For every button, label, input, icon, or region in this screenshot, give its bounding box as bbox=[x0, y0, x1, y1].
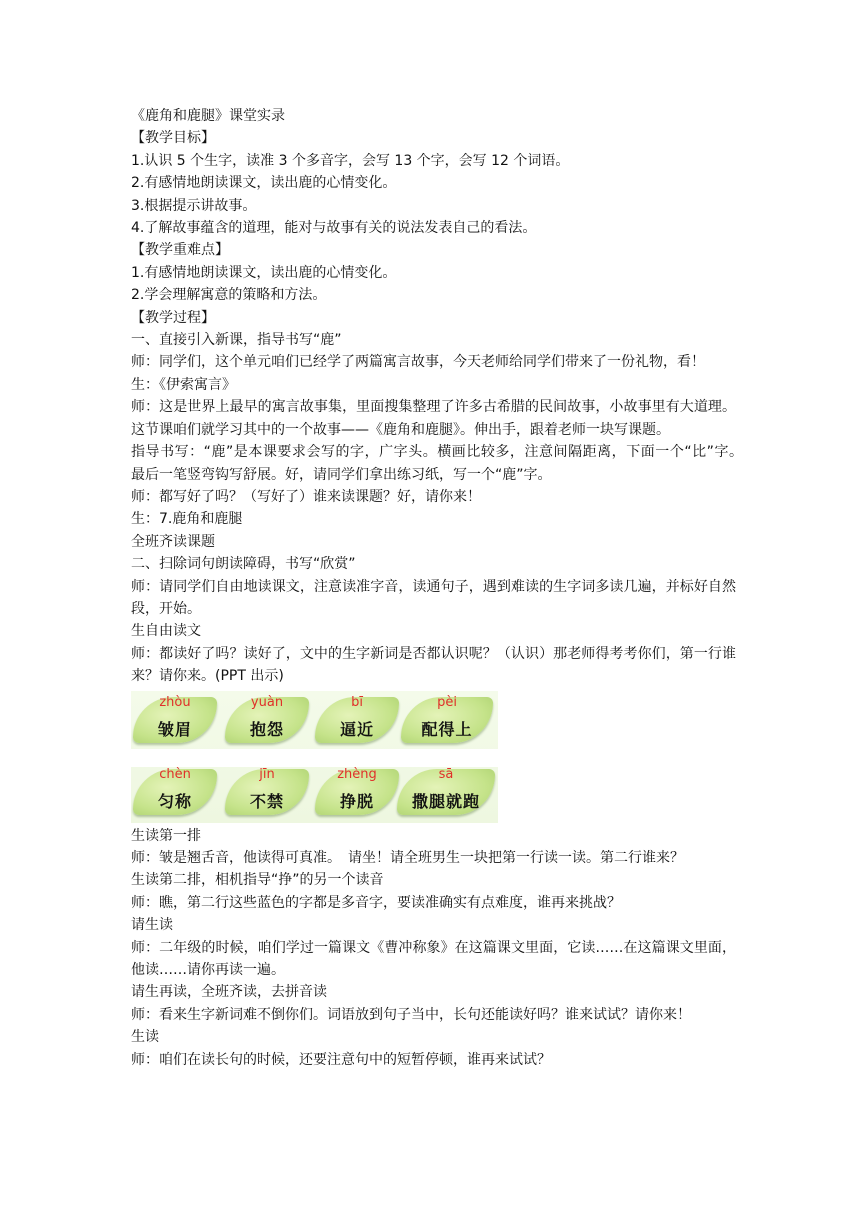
paragraph: 二、扫除词句朗读障碍，书写“欣赏” bbox=[131, 556, 356, 573]
document-body bbox=[131, 105, 750, 1071]
vocab-leaf bbox=[133, 766, 217, 815]
vocab-leaf-image bbox=[131, 691, 498, 823]
paragraph: 全班齐读课题 bbox=[131, 533, 215, 550]
image-gap bbox=[131, 749, 498, 767]
vocab-leaf bbox=[315, 694, 399, 743]
paragraph: 师：都读好了吗？读好了，文中的生字新词是否都认识呢？（认识）那老师得考考你们，第一行谁来？请你来。(PPT 出示) bbox=[131, 645, 736, 685]
paragraph: 1.有感情地朗读课文，读出鹿的心情变化。 bbox=[131, 264, 397, 281]
paragraph: 【教学目标】 bbox=[131, 130, 215, 147]
paragraph: 师：请同学们自由地读课文，注意读准字音，读通句子，遇到难读的生字词多读几遍，并标好自然段，开始。 bbox=[131, 578, 736, 617]
vocab-word: 不禁 bbox=[249, 791, 284, 811]
vocab-leaf bbox=[315, 766, 399, 815]
paragraph: 师：看来生字新词难不倒你们。词语放到句子当中，长句还能读好吗？谁来试试？请你来！ bbox=[131, 1006, 691, 1023]
pinyin-label: zhòu bbox=[159, 694, 191, 710]
paragraph: 生自由读文 bbox=[131, 623, 201, 640]
paragraph: 师：皱是翘舌音，他读得可真准。 请坐！请全班男生一块把第一行读一读。第二行谁来？ bbox=[131, 849, 684, 866]
vocab-leaf bbox=[133, 694, 217, 743]
vocab-word: 撒腿就跑 bbox=[411, 791, 480, 811]
paragraph: 4.了解故事蕴含的道理，能对与故事有关的说法发表自己的看法。 bbox=[131, 220, 537, 237]
paragraph: 师：都写好了吗？（写好了）谁来读课题？好，请你来！ bbox=[131, 488, 481, 505]
paragraph: 生：《伊索寓言》 bbox=[131, 376, 236, 393]
vocab-word: 抱怨 bbox=[249, 719, 284, 739]
vocab-word: 皱眉 bbox=[157, 719, 192, 739]
vocab-row-1 bbox=[131, 694, 498, 747]
pinyin-label: bī bbox=[351, 694, 363, 710]
paragraph: 3.根据提示讲故事。 bbox=[131, 197, 257, 214]
vocab-leaf bbox=[397, 766, 495, 815]
vocab-word: 配得上 bbox=[421, 719, 473, 739]
pinyin-label: zhèng bbox=[337, 766, 377, 782]
pinyin-label: yuàn bbox=[250, 694, 284, 710]
paragraph: 【教学过程】 bbox=[131, 309, 215, 326]
paragraph: 请生再读，全班齐读，去拼音读 bbox=[131, 984, 327, 1001]
paragraph: 师：同学们，这个单元咱们已经学了两篇寓言故事，今天老师给同学们带来了一份礼物，看！ bbox=[131, 354, 705, 371]
paragraph: 师：二年级的时候，咱们学过一篇课文《曹冲称象》在这篇课文里面，它读……在这篇课文里面，他读……请你再读一遍。 bbox=[131, 939, 736, 978]
pinyin-label: pèi bbox=[437, 694, 457, 710]
paragraph: 【教学重难点】 bbox=[131, 242, 229, 259]
pinyin-label: chèn bbox=[159, 766, 191, 782]
paragraph: 生读第一排 bbox=[131, 827, 201, 844]
paragraph: 2.有感情地朗读课文，读出鹿的心情变化。 bbox=[131, 175, 397, 192]
pinyin-label: sā bbox=[438, 766, 454, 782]
paragraph: 请生读 bbox=[131, 917, 173, 934]
pre-figure-text bbox=[131, 127, 750, 687]
paragraph: 生：7.鹿角和鹿腿 bbox=[131, 511, 243, 528]
paragraph: 指导书写：“鹿”是本课要求会写的字，广字头。横画比较多，注意间隔距离，下面一个“比”字。 最后一笔竖弯钩写舒展。好，请同学们拿出练习纸，写一个“鹿”字。 bbox=[131, 444, 750, 483]
paragraph: 2.学会理解寓意的策略和方法。 bbox=[131, 287, 327, 304]
doc-title: 《鹿角和鹿腿》课堂实录 bbox=[131, 108, 285, 124]
vocab-leaf bbox=[225, 766, 309, 815]
paragraph: 生读 bbox=[131, 1029, 159, 1046]
vocab-row-2 bbox=[131, 766, 498, 819]
vocab-leaf bbox=[401, 694, 493, 743]
paragraph: 一、直接引入新课，指导书写“鹿” bbox=[131, 332, 342, 349]
paragraph: 师：咱们在读长句的时候，还要注意句中的短暂停顿，谁再来试试？ bbox=[131, 1051, 551, 1068]
paragraph: 师：瞧，第二行这些蓝色的字都是多音字，要读准确实有点难度，谁再来挑战？ bbox=[131, 894, 621, 911]
pinyin-label: jīn bbox=[259, 766, 275, 782]
vocab-leaf bbox=[225, 694, 309, 743]
paragraph: 1.认识 5 个生字，读准 3 个多音字，会写 13 个字，会写 12 个词语。 bbox=[131, 152, 570, 169]
paragraph: 生读第二排，相机指导“挣”的另一个读音 bbox=[131, 872, 384, 889]
vocab-word: 匀称 bbox=[157, 791, 192, 811]
vocab-word: 挣脱 bbox=[339, 791, 374, 811]
post-figure-text bbox=[131, 825, 736, 1071]
vocab-word: 逼近 bbox=[339, 719, 374, 739]
paragraph: 师：这是世界上最早的寓言故事集，里面搜集整理了许多古希腊的民间故事，小故事里有大道理。这节课咱们就学习其中的一个故事——《鹿角和鹿腿》。伸出手，跟着老师一块写课题。 bbox=[131, 399, 736, 438]
